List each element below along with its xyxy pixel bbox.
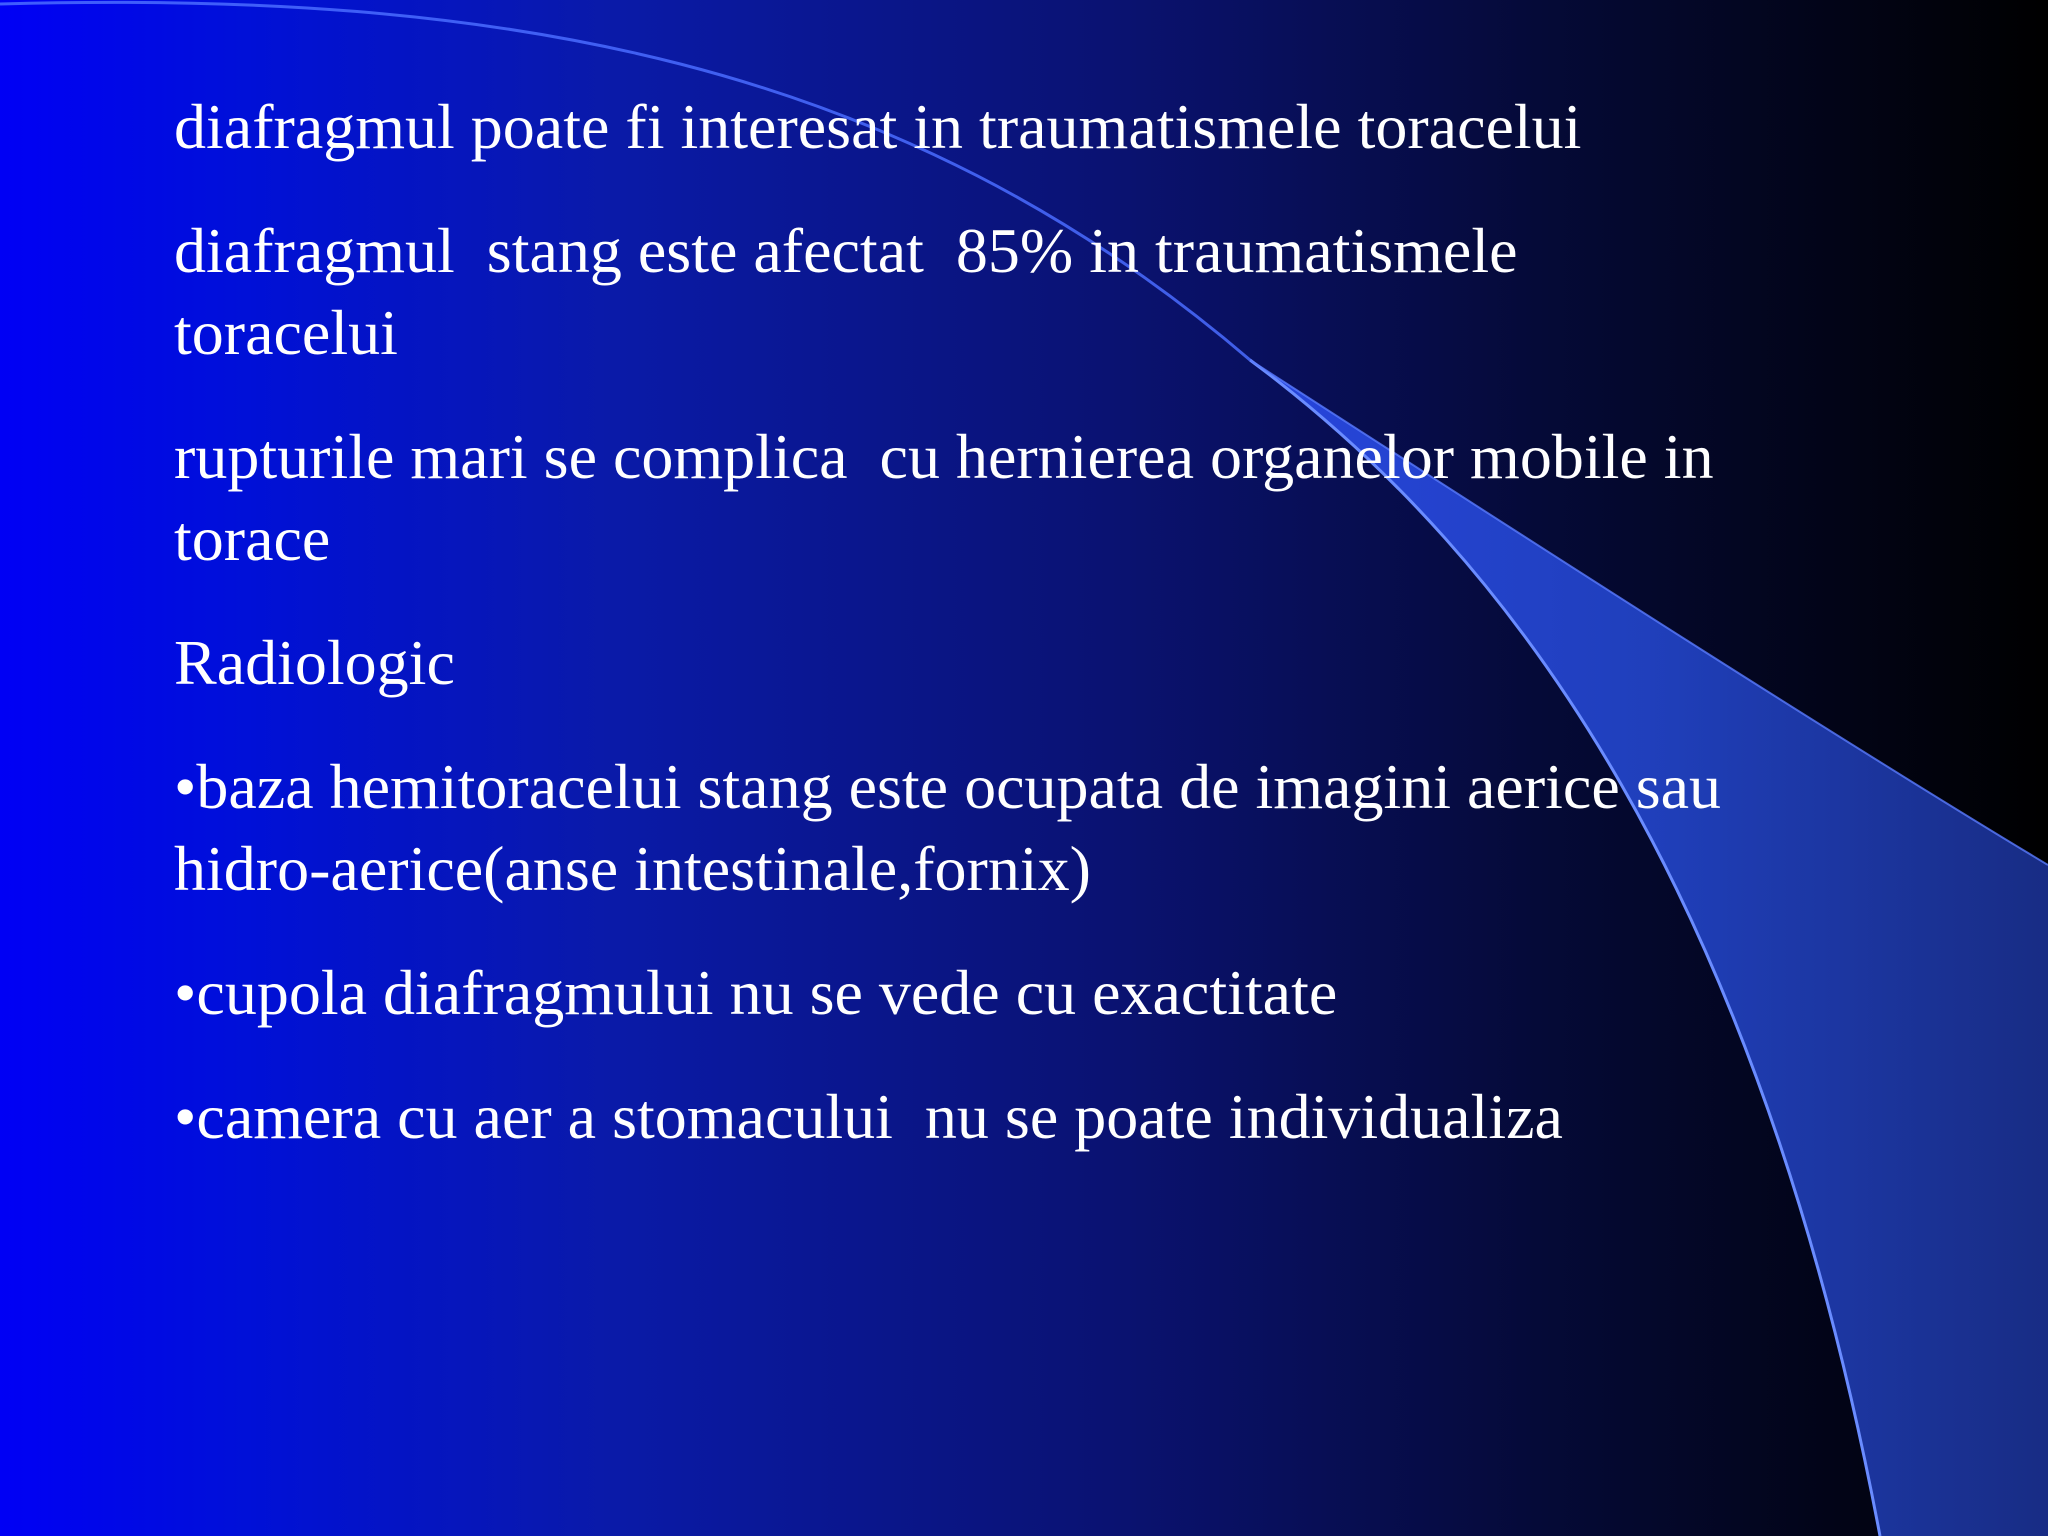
paragraph-1: diafragmul poate fi interesat in traumatismele toracelui [174, 91, 1582, 162]
paragraph-3: rupturile mari se complica cu hernierea organelor mobile in torace [174, 421, 1730, 574]
bullet-item-3: •camera cu aer a stomacului nu se poate individualiza [174, 1081, 1563, 1152]
bullet-item-1: •baza hemitoracelui stang este ocupata de imagini aerice sau hidro-aerice(anse intestinale,fornix) [174, 751, 1738, 904]
paragraph-2: diafragmul stang este afectat 85% in traumatismele toracelui [174, 215, 1534, 368]
paragraph-heading-radiologic: Radiologic [174, 627, 455, 698]
slide-content [174, 86, 1874, 1200]
bullet-item-2: •cupola diafragmului nu se vede cu exactitate [174, 957, 1338, 1028]
